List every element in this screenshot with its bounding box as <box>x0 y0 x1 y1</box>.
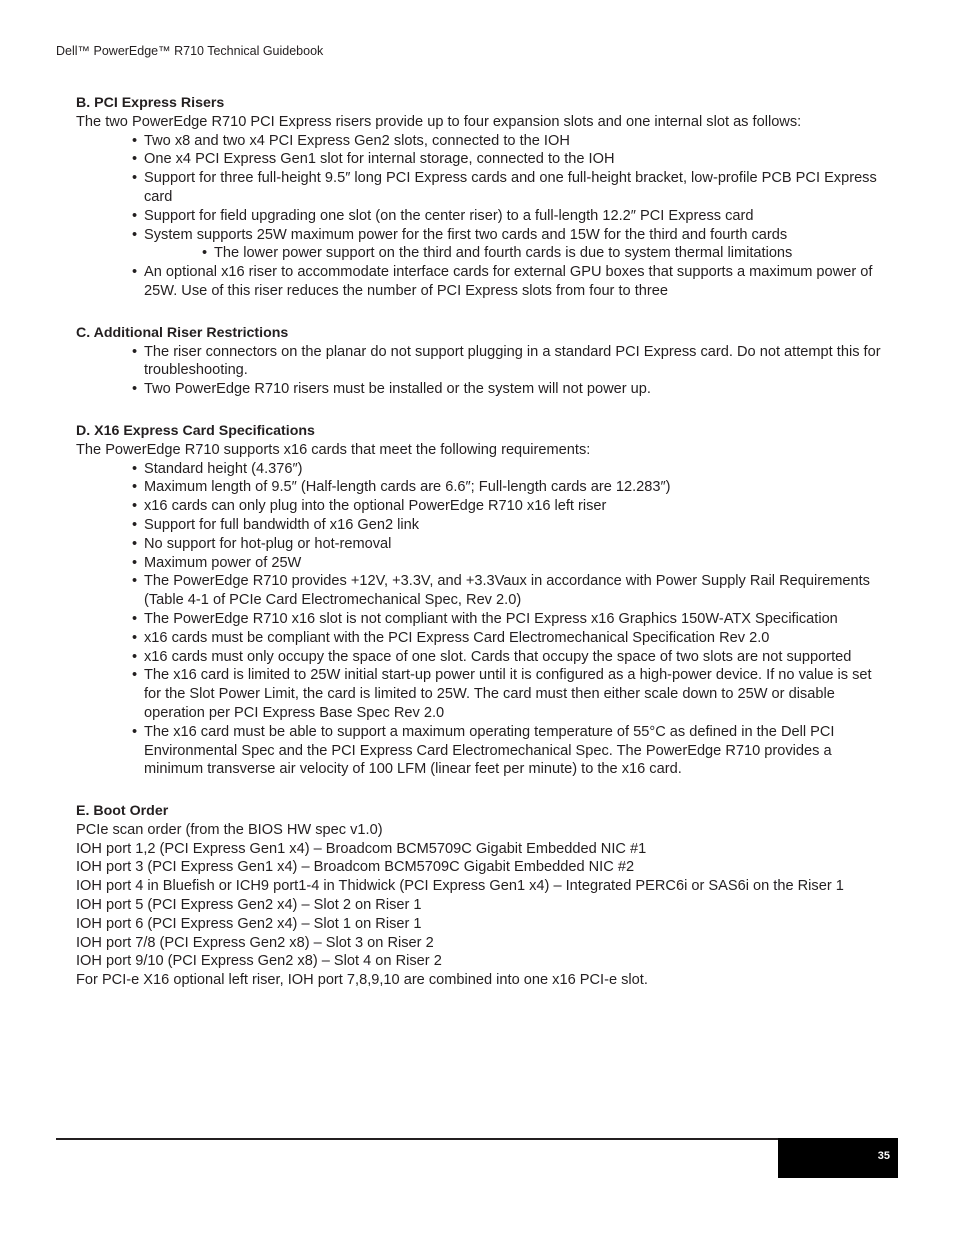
running-header: Dell™ PowerEdge™ R710 Technical Guidebook <box>56 44 324 58</box>
sub-list-item: • The lower power support on the third and fourth cards is due to system thermal limitations <box>202 244 882 263</box>
list-item: • Maximum power of 25W <box>132 554 882 573</box>
boot-order-line: IOH port 7/8 (PCI Express Gen2 x8) – Slot 3 on Riser 2 <box>76 934 434 951</box>
section-x16-card-specs <box>76 422 882 779</box>
list-item <box>132 226 882 264</box>
bullet-list <box>76 132 882 301</box>
page-body <box>76 94 882 1013</box>
list-item: • No support for hot-plug or hot-removal <box>132 535 882 554</box>
list-item: • The PowerEdge R710 x16 slot is not compliant with the PCI Express x16 Graphics 150W-ATX Specification <box>132 610 882 629</box>
list-item: • The x16 card is limited to 25W initial start-up power until it is configured as a high-power device. If no value is set for the Slot Power Limit, the card is limited to 25W. The card must then either scale down to 25W or disable operation per PCI Express Base Spec Rev 2.0 <box>132 666 882 722</box>
list-item: • Support for full bandwidth of x16 Gen2 link <box>132 516 882 535</box>
list-item: • The riser connectors on the planar do not support plugging in a standard PCI Express card. Do not attempt this for troubleshooting. <box>132 343 882 381</box>
sub-bullet-list <box>144 244 882 263</box>
boot-order-line: For PCI-e X16 optional left riser, IOH port 7,8,9,10 are combined into one x16 PCI-e slot. <box>76 972 648 989</box>
list-item: • x16 cards can only plug into the optional PowerEdge R710 x16 left riser <box>132 497 882 516</box>
section-title: D. X16 Express Card Specifications <box>76 422 315 439</box>
section-additional-riser-restrictions <box>76 324 882 399</box>
section-title: C. Additional Riser Restrictions <box>76 324 289 341</box>
section-boot-order <box>76 802 882 990</box>
bullet-list <box>76 460 882 780</box>
list-item: • Standard height (4.376″) <box>132 460 882 479</box>
list-item: • Support for three full-height 9.5″ long PCI Express cards and one full-height bracket, low-profile PCB PCI Express card <box>132 169 882 207</box>
list-item: • The PowerEdge R710 provides +12V, +3.3V, and +3.3Vaux in accordance with Power Supply Rail Requirements (Table 4-1 of PCIe Card Electromechanical Spec, Rev 2.0) <box>132 572 882 610</box>
section-title: B. PCI Express Risers <box>76 95 225 111</box>
footer-rule <box>56 1138 898 1140</box>
list-item: • Two x8 and two x4 PCI Express Gen2 slots, connected to the IOH <box>132 132 882 151</box>
list-item: • One x4 PCI Express Gen1 slot for internal storage, connected to the IOH <box>132 150 882 169</box>
boot-order-line: PCIe scan order (from the BIOS HW spec v1.0) <box>76 821 383 838</box>
boot-order-line: IOH port 1,2 (PCI Express Gen1 x4) – Broadcom BCM5709C Gigabit Embedded NIC #1 <box>76 840 647 857</box>
bullet-list <box>76 343 882 399</box>
boot-order-line: IOH port 4 in Bluefish or ICH9 port1-4 in Thidwick (PCI Express Gen1 x4) – Integrated PERC6i or SAS6i on the Riser 1 <box>76 878 844 895</box>
list-item: • x16 cards must only occupy the space of one slot. Cards that occupy the space of two slots are not supported <box>132 648 882 667</box>
section-title: E. Boot Order <box>76 803 169 820</box>
list-item: • Maximum length of 9.5″ (Half-length cards are 6.6″; Full-length cards are 12.283″) <box>132 478 882 497</box>
page-number: 35 <box>877 1150 890 1162</box>
section-pci-express-risers <box>76 94 882 301</box>
section-intro: The two PowerEdge R710 PCI Express risers provide up to four expansion slots and one internal slot as follows: <box>76 113 802 130</box>
list-item-text: System supports 25W maximum power for the first two cards and 15W for the third and fourth cards <box>144 226 788 243</box>
page-number-box <box>778 1138 898 1178</box>
boot-order-line: IOH port 6 (PCI Express Gen2 x4) – Slot 1 on Riser 1 <box>76 915 422 932</box>
list-item: • x16 cards must be compliant with the PCI Express Card Electromechanical Specification Rev 2.0 <box>132 629 882 648</box>
list-item: • Two PowerEdge R710 risers must be installed or the system will not power up. <box>132 380 882 399</box>
boot-order-line: IOH port 5 (PCI Express Gen2 x4) – Slot 2 on Riser 1 <box>76 897 422 914</box>
boot-order-line: IOH port 3 (PCI Express Gen1 x4) – Broadcom BCM5709C Gigabit Embedded NIC #2 <box>76 859 635 876</box>
list-item: • The x16 card must be able to support a maximum operating temperature of 55°C as defined in the Dell PCI Environmental Spec and the PCI Express Card Electromechanical Spec. The PowerEdge R710 provides a minimum transverse air velocity of 100 LFM (linear feet per minute) to the x16 card. <box>132 723 882 779</box>
list-item: • An optional x16 riser to accommodate interface cards for external GPU boxes that supports a maximum power of 25W. Use of this riser reduces the number of PCI Express slots from four to three <box>132 263 882 301</box>
section-intro: The PowerEdge R710 supports x16 cards that meet the following requirements: <box>76 441 591 458</box>
list-item: • Support for field upgrading one slot (on the center riser) to a full-length 12.2″ PCI Express card <box>132 207 882 226</box>
boot-order-line: IOH port 9/10 (PCI Express Gen2 x8) – Slot 4 on Riser 2 <box>76 953 442 970</box>
